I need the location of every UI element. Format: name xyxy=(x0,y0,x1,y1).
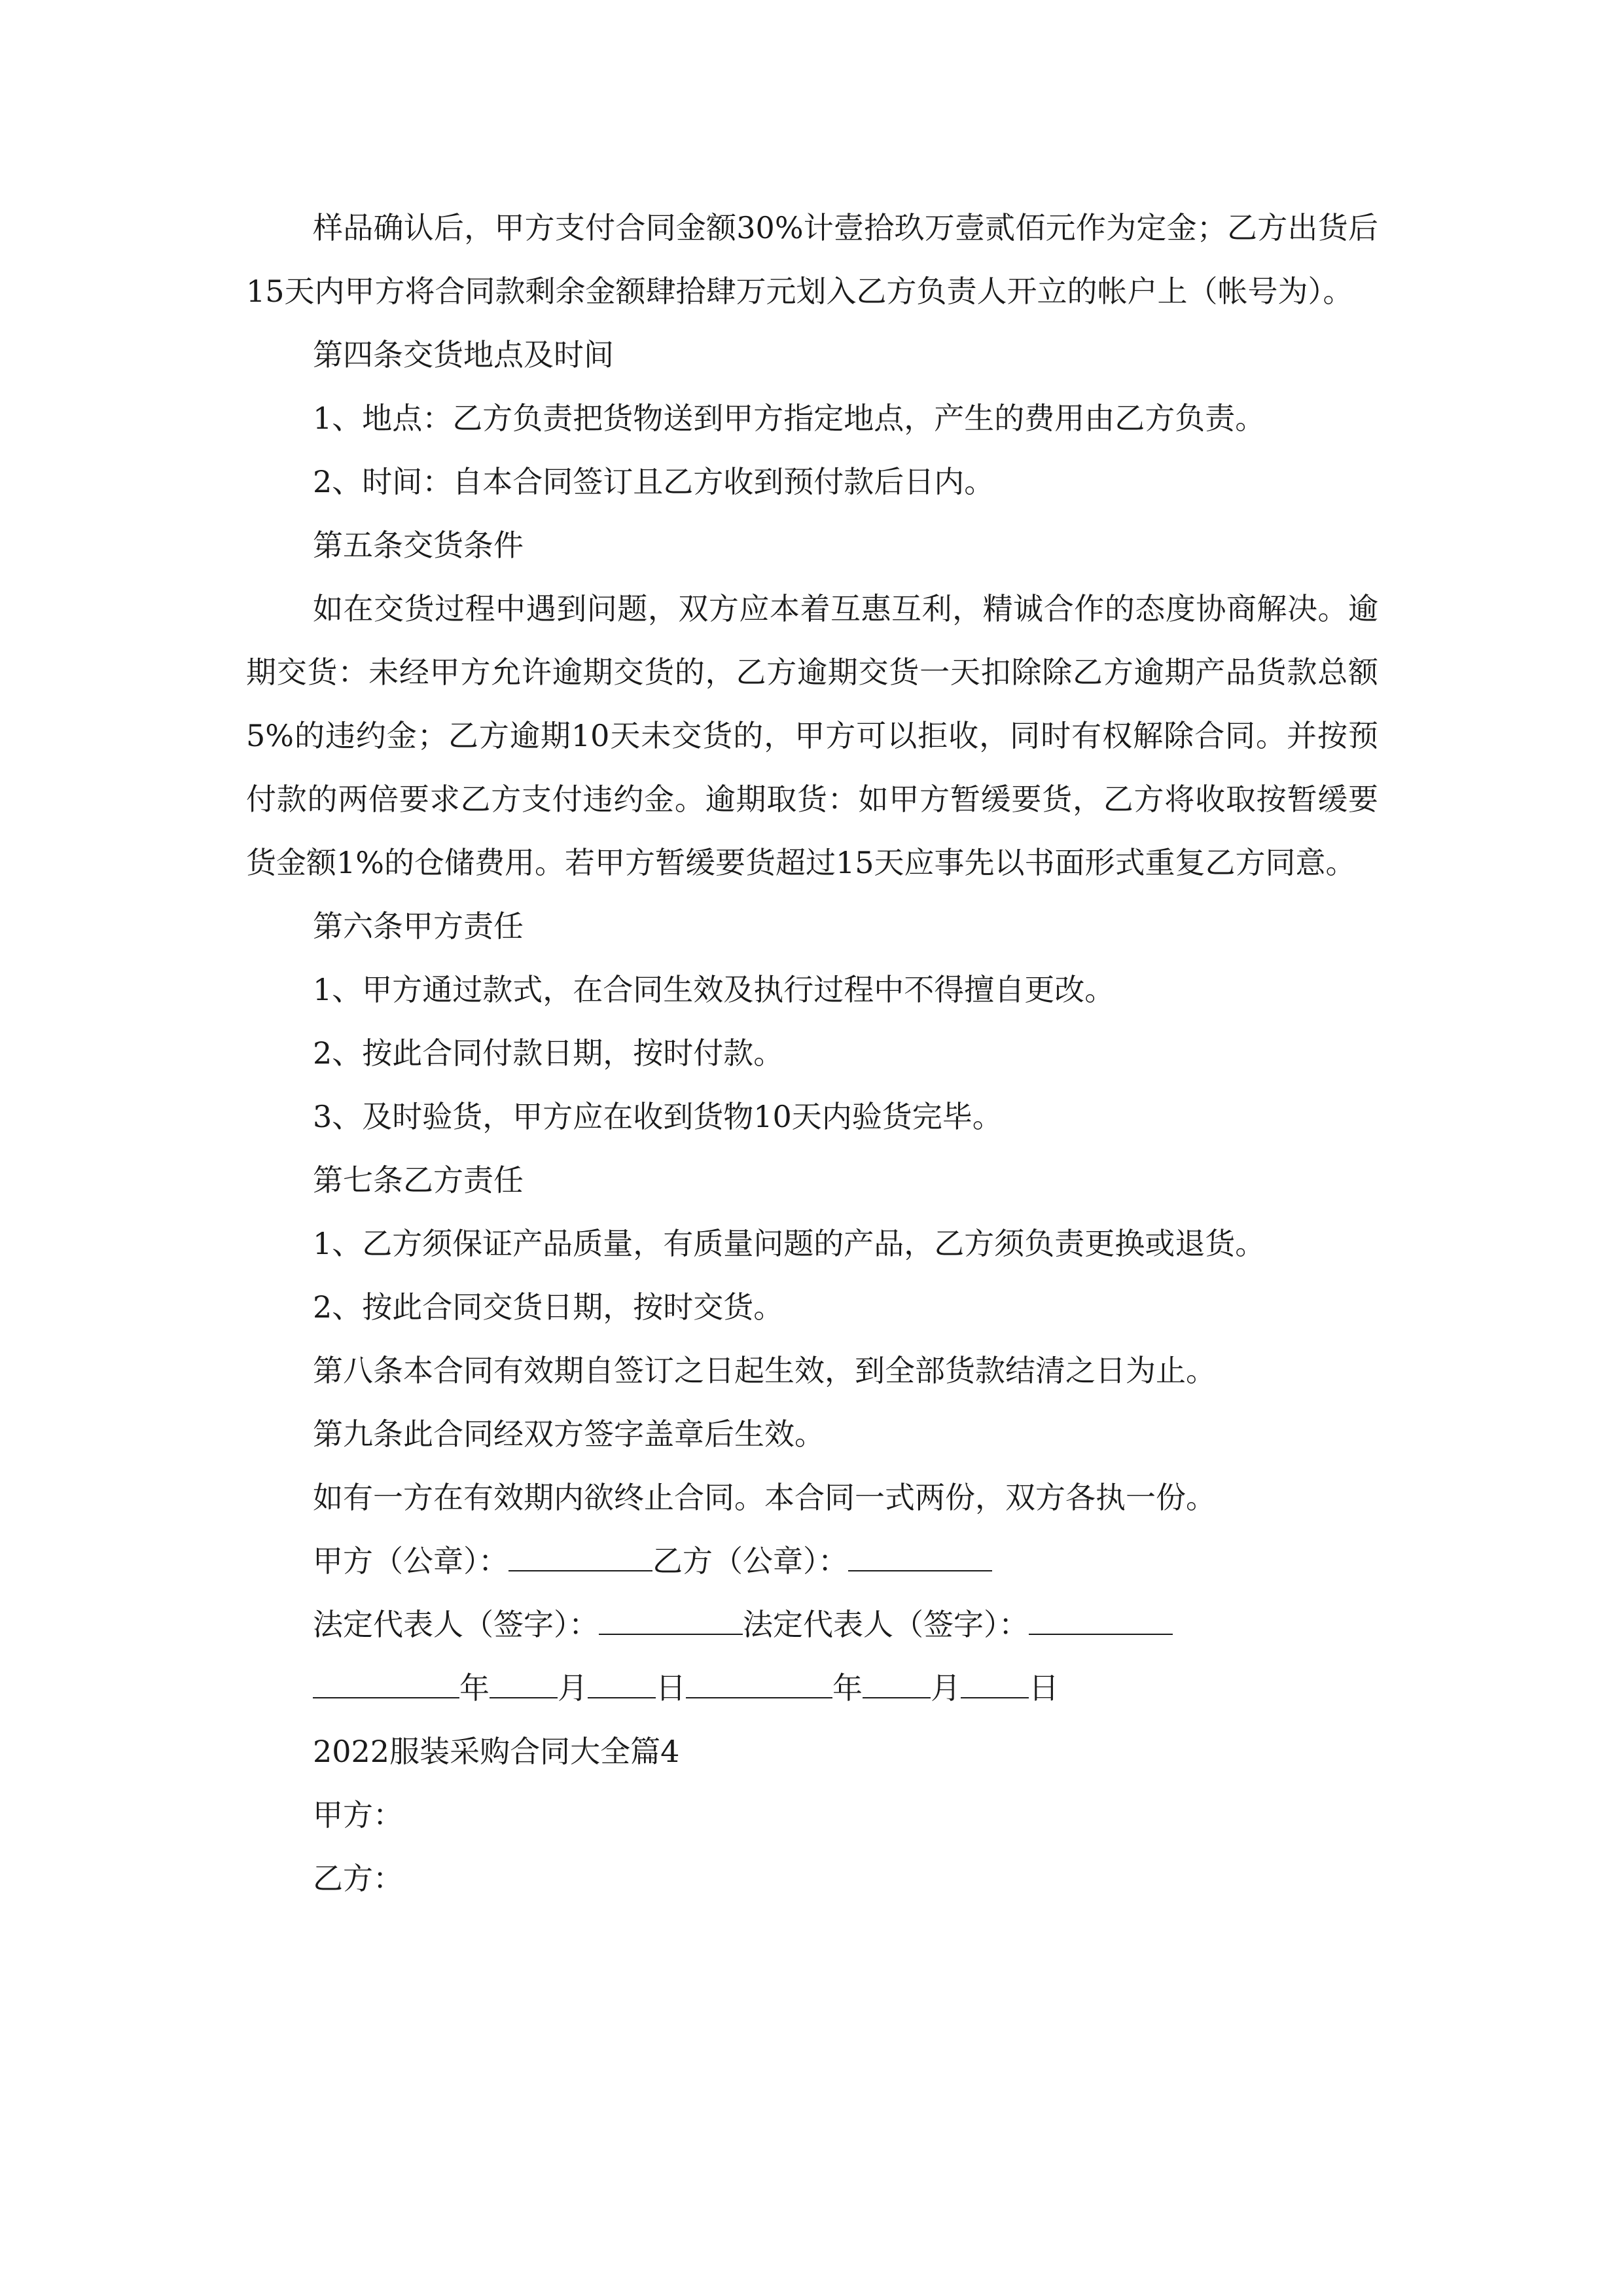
date-b-day: 日 xyxy=(1029,1670,1059,1706)
date-b-month-blank xyxy=(863,1670,931,1698)
signature-seal-line xyxy=(246,1530,1378,1593)
paragraph-delivery-terms: 如在交货过程中遇到问题，双方应本着互惠互利，精诚合作的态度协商解决。逾期交货：未经甲方允许逾期交货的，乙方逾期交货一天扣除除乙方逾期产品货款总额5%的违约金；乙方逾期10天未交货的，甲方可以拒收，同时有权解除合同。并按预付款的两倍要求乙方支付违约金。逾期取货：如甲方暂缓要货，乙方将收取按暂缓要货金额1%的仓储费用。若甲方暂缓要货超过15天应事先以书面形式重复乙方同意。 xyxy=(246,591,1378,880)
clause-4-2: 2、时间：自本合同签订且乙方收到预付款后日内。 xyxy=(313,464,995,499)
date-a-year: 年 xyxy=(459,1670,490,1706)
clause-6-1: 1、甲方通过款式，在合同生效及执行过程中不得擅自更改。 xyxy=(313,972,1115,1007)
date-a-month: 月 xyxy=(558,1670,588,1706)
section-title: 2022服装采购合同大全篇4 xyxy=(313,1734,680,1769)
paragraph-payment: 样品确认后，甲方支付合同金额30%计壹拾玖万壹贰佰元作为定金；乙方出货后15天内甲方将合同款剩余金额肆拾肆万元划入乙方负责人开立的帐户上（帐号为）。 xyxy=(246,210,1378,309)
signature-date-line xyxy=(246,1657,1378,1720)
party-a-seal-label: 甲方（公章）： xyxy=(313,1543,508,1579)
clause-6-3: 3、及时验货，甲方应在收到货物10天内验货完毕。 xyxy=(313,1099,1003,1134)
rep-b-label: 法定代表人（签字）： xyxy=(743,1607,1029,1642)
date-b-month: 月 xyxy=(931,1670,961,1706)
date-a-day: 日 xyxy=(656,1670,686,1706)
date-b-year-blank xyxy=(686,1670,832,1698)
party-b-seal-label: 乙方（公章）： xyxy=(652,1543,848,1579)
date-a-month-blank xyxy=(490,1670,558,1698)
date-a-day-blank xyxy=(588,1670,656,1698)
document-page xyxy=(246,196,1378,1910)
heading-article-6: 第六条甲方责任 xyxy=(313,908,524,944)
date-b-day-blank xyxy=(961,1670,1029,1698)
heading-article-9: 第九条此合同经双方签字盖章后生效。 xyxy=(313,1416,825,1452)
clause-7-2: 2、按此合同交货日期，按时交货。 xyxy=(313,1289,784,1325)
clause-4-1: 1、地点：乙方负责把货物送到甲方指定地点，产生的费用由乙方负责。 xyxy=(313,401,1266,436)
rep-a-blank xyxy=(599,1607,743,1635)
party-b-label: 乙方： xyxy=(313,1861,403,1896)
heading-article-7: 第七条乙方责任 xyxy=(313,1162,524,1198)
clause-6-2: 2、按此合同付款日期，按时付款。 xyxy=(313,1035,784,1071)
heading-article-5: 第五条交货条件 xyxy=(313,528,524,563)
party-a-seal-blank xyxy=(508,1543,652,1571)
party-b-seal-blank xyxy=(848,1543,992,1571)
clause-7-1: 1、乙方须保证产品质量，有质量问题的产品，乙方须负责更换或退货。 xyxy=(313,1226,1266,1261)
party-a-label: 甲方： xyxy=(313,1797,403,1833)
heading-article-4: 第四条交货地点及时间 xyxy=(313,337,614,372)
heading-article-8: 第八条本合同有效期自签订之日起生效，到全部货款结清之日为止。 xyxy=(313,1353,1216,1388)
rep-b-blank xyxy=(1029,1607,1173,1635)
signature-rep-line xyxy=(246,1593,1378,1657)
rep-a-label: 法定代表人（签字）： xyxy=(313,1607,599,1642)
date-a-year-blank xyxy=(313,1670,459,1698)
paragraph-termination: 如有一方在有效期内欲终止合同。本合同一式两份，双方各执一份。 xyxy=(313,1480,1216,1515)
date-b-year: 年 xyxy=(832,1670,863,1706)
